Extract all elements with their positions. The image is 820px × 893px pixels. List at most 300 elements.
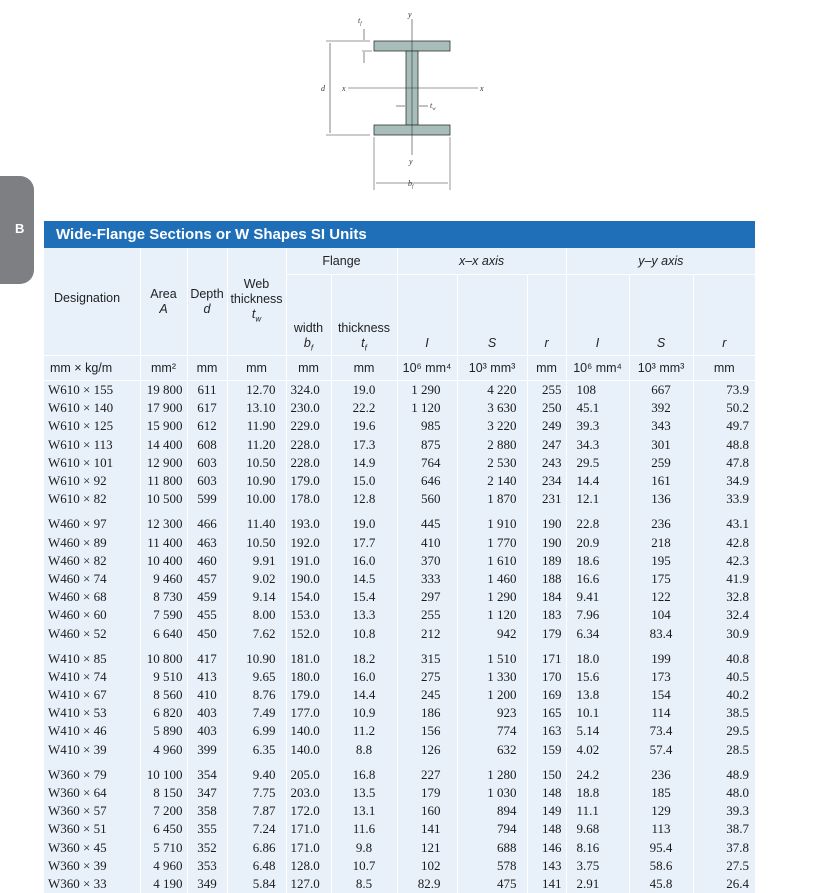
table-cell: 24.2 <box>566 759 629 784</box>
table-cell: 121 <box>397 839 457 857</box>
table-title: Wide-Flange Sections or W Shapes SI Units <box>44 221 755 248</box>
table-cell: W410 × 46 <box>44 722 140 740</box>
table-cell: 165 <box>527 704 566 722</box>
table-cell: 8.16 <box>566 839 629 857</box>
yy-I-header: I <box>566 275 629 356</box>
table-cell: 10.9 <box>331 704 397 722</box>
table-cell: 149 <box>527 802 566 820</box>
unit-cell: mm <box>693 356 755 381</box>
table-cell: 6 820 <box>140 704 187 722</box>
table-cell: 95.4 <box>629 839 693 857</box>
table-cell: 11.20 <box>227 436 286 454</box>
flange-thickness-header: thickness $t_f$ <box>331 275 397 356</box>
table-cell: 102 <box>397 857 457 875</box>
table-cell: 230.0 <box>286 399 331 417</box>
table-cell: 353 <box>187 857 227 875</box>
table-row <box>44 704 755 722</box>
table-cell: 450 <box>187 624 227 642</box>
table-cell: W360 × 64 <box>44 784 140 802</box>
table-cell: 17 900 <box>140 399 187 417</box>
unit-cell: mm <box>227 356 286 381</box>
table-cell: 192.0 <box>286 534 331 552</box>
d-label: d <box>321 84 326 93</box>
table-cell: 1 770 <box>457 534 527 552</box>
table-row <box>44 668 755 686</box>
table-row <box>44 722 755 740</box>
table-cell: W460 × 89 <box>44 534 140 552</box>
units-row <box>44 356 755 381</box>
xx-r-header: r <box>527 275 566 356</box>
table-cell: 178.0 <box>286 490 331 508</box>
table-cell: 410 <box>397 534 457 552</box>
table-cell: 13.1 <box>331 802 397 820</box>
table-cell: 141 <box>527 875 566 893</box>
table-cell: 617 <box>187 399 227 417</box>
table-row <box>44 875 755 893</box>
table-cell: 171.0 <box>286 839 331 857</box>
table-cell: W610 × 92 <box>44 472 140 490</box>
table-cell: 13.10 <box>227 399 286 417</box>
table-cell: 148 <box>527 820 566 838</box>
table-cell: 42.8 <box>693 534 755 552</box>
table-cell: 9 460 <box>140 570 187 588</box>
table-cell: 410 <box>187 686 227 704</box>
table-cell: 11.90 <box>227 417 286 435</box>
table-row <box>44 759 755 784</box>
yy-axis-group-header: y–y axis <box>566 248 755 275</box>
table-cell: W610 × 113 <box>44 436 140 454</box>
table-row <box>44 624 755 642</box>
table-cell: 11 400 <box>140 534 187 552</box>
table-cell: 894 <box>457 802 527 820</box>
bf-label: $b_f$ <box>408 179 414 190</box>
table-row <box>44 570 755 588</box>
table-cell: W610 × 125 <box>44 417 140 435</box>
table-cell: 193.0 <box>286 508 331 533</box>
table-cell: W410 × 85 <box>44 643 140 668</box>
x-left-label: x <box>341 84 346 93</box>
table-cell: 11.1 <box>566 802 629 820</box>
table-row <box>44 857 755 875</box>
table-cell: 18.0 <box>566 643 629 668</box>
table-cell: 15.6 <box>566 668 629 686</box>
table-cell: 599 <box>187 490 227 508</box>
table-cell: 2.91 <box>566 875 629 893</box>
table-cell: 140.0 <box>286 722 331 740</box>
table-cell: 179 <box>527 624 566 642</box>
table-cell: 413 <box>187 668 227 686</box>
table-cell: 175 <box>629 570 693 588</box>
table-cell: 333 <box>397 570 457 588</box>
table-cell: 129 <box>629 802 693 820</box>
table-cell: 354 <box>187 759 227 784</box>
area-header: Area A <box>140 248 187 356</box>
table-cell: 22.2 <box>331 399 397 417</box>
table-cell: 34.9 <box>693 472 755 490</box>
table-cell: 171.0 <box>286 820 331 838</box>
table-cell: 9 510 <box>140 668 187 686</box>
table-cell: W460 × 68 <box>44 588 140 606</box>
table-cell: 15.4 <box>331 588 397 606</box>
table-cell: 6 640 <box>140 624 187 642</box>
table-cell: 315 <box>397 643 457 668</box>
table-cell: 612 <box>187 417 227 435</box>
table-cell: 794 <box>457 820 527 838</box>
table-row <box>44 839 755 857</box>
table-cell: 460 <box>187 552 227 570</box>
web-thickness-header: Web thickness $t_w$ <box>227 248 286 356</box>
table-cell: 1 200 <box>457 686 527 704</box>
table-cell: 608 <box>187 436 227 454</box>
table-cell: 875 <box>397 436 457 454</box>
table-cell: 170 <box>527 668 566 686</box>
table-cell: 10.90 <box>227 643 286 668</box>
table-cell: 16.0 <box>331 552 397 570</box>
table-cell: 16.8 <box>331 759 397 784</box>
table-cell: 183 <box>527 606 566 624</box>
table-cell: 10.00 <box>227 490 286 508</box>
table-cell: 39.3 <box>693 802 755 820</box>
table-cell: 578 <box>457 857 527 875</box>
table-row <box>44 784 755 802</box>
table-cell: 169 <box>527 686 566 704</box>
table-cell: 10.1 <box>566 704 629 722</box>
table-cell: W460 × 82 <box>44 552 140 570</box>
table-cell: 41.9 <box>693 570 755 588</box>
table-cell: 10.8 <box>331 624 397 642</box>
table-cell: 1 910 <box>457 508 527 533</box>
table-cell: 2 530 <box>457 454 527 472</box>
table-cell: 154 <box>629 686 693 704</box>
table-cell: W360 × 39 <box>44 857 140 875</box>
table-cell: 8.76 <box>227 686 286 704</box>
table-cell: 228.0 <box>286 436 331 454</box>
table-cell: 6.35 <box>227 741 286 759</box>
table-cell: 73.9 <box>693 381 755 400</box>
table-cell: 108 <box>566 381 629 400</box>
table-cell: 370 <box>397 552 457 570</box>
table-cell: 5 710 <box>140 839 187 857</box>
table-cell: 688 <box>457 839 527 857</box>
table-cell: 17.3 <box>331 436 397 454</box>
table-cell: 148 <box>527 784 566 802</box>
table-cell: 403 <box>187 704 227 722</box>
table-cell: 15 900 <box>140 417 187 435</box>
table-cell: 4 960 <box>140 857 187 875</box>
table-cell: 199 <box>629 643 693 668</box>
table-cell: 14 400 <box>140 436 187 454</box>
table-cell: 32.4 <box>693 606 755 624</box>
table-cell: 18.8 <box>566 784 629 802</box>
xx-axis-group-header: x–x axis <box>397 248 566 275</box>
table-cell: 104 <box>629 606 693 624</box>
table-row <box>44 606 755 624</box>
table-cell: 455 <box>187 606 227 624</box>
table-cell: 179 <box>397 784 457 802</box>
table-cell: 1 280 <box>457 759 527 784</box>
table-cell: 9.68 <box>566 820 629 838</box>
table-cell: 229.0 <box>286 417 331 435</box>
table-cell: 6.86 <box>227 839 286 857</box>
table-cell: 1 030 <box>457 784 527 802</box>
table-cell: 6 450 <box>140 820 187 838</box>
table-cell: W460 × 52 <box>44 624 140 642</box>
table-cell: 11.2 <box>331 722 397 740</box>
table-cell: 12.70 <box>227 381 286 400</box>
table-cell: 1 510 <box>457 643 527 668</box>
table-cell: 127.0 <box>286 875 331 893</box>
table-cell: 13.5 <box>331 784 397 802</box>
table-cell: 10 500 <box>140 490 187 508</box>
table-cell: 4 960 <box>140 741 187 759</box>
table-cell: 632 <box>457 741 527 759</box>
table-cell: 172.0 <box>286 802 331 820</box>
table-cell: 603 <box>187 454 227 472</box>
table-cell: 5.14 <box>566 722 629 740</box>
table-cell: 7.96 <box>566 606 629 624</box>
table-cell: 48.9 <box>693 759 755 784</box>
table-cell: 9.91 <box>227 552 286 570</box>
table-cell: 403 <box>187 722 227 740</box>
flange-group-header: Flange <box>286 248 397 275</box>
table-cell: 10.7 <box>331 857 397 875</box>
table-cell: 160 <box>397 802 457 820</box>
table-cell: 38.5 <box>693 704 755 722</box>
table-cell: 10 400 <box>140 552 187 570</box>
x-right-label: x <box>479 84 484 93</box>
table-cell: 29.5 <box>693 722 755 740</box>
table-cell: 343 <box>629 417 693 435</box>
appendix-tab-label: B <box>15 221 24 236</box>
table-cell: 40.2 <box>693 686 755 704</box>
table-cell: W360 × 79 <box>44 759 140 784</box>
table-cell: 7.49 <box>227 704 286 722</box>
table-cell: 8 730 <box>140 588 187 606</box>
table-cell: 3.75 <box>566 857 629 875</box>
table-cell: 459 <box>187 588 227 606</box>
table-cell: 611 <box>187 381 227 400</box>
table-cell: 7 590 <box>140 606 187 624</box>
tf-label: $t_f$ <box>358 16 362 27</box>
table-cell: 179.0 <box>286 472 331 490</box>
table-cell: 324.0 <box>286 381 331 400</box>
table-cell: 141 <box>397 820 457 838</box>
table-cell: 392 <box>629 399 693 417</box>
table-cell: 48.0 <box>693 784 755 802</box>
table-cell: 3 220 <box>457 417 527 435</box>
table-cell: 173 <box>629 668 693 686</box>
table-cell: 1 330 <box>457 668 527 686</box>
unit-cell: 10⁶ mm⁴ <box>397 356 457 381</box>
table-cell: 189 <box>527 552 566 570</box>
table-cell: 259 <box>629 454 693 472</box>
table-cell: 188 <box>527 570 566 588</box>
table-cell: 171 <box>527 643 566 668</box>
table-cell: 8 560 <box>140 686 187 704</box>
yy-r-header: r <box>693 275 755 356</box>
table-cell: 28.5 <box>693 741 755 759</box>
table-cell: 243 <box>527 454 566 472</box>
table-row <box>44 588 755 606</box>
table-cell: 195 <box>629 552 693 570</box>
table-cell: W410 × 53 <box>44 704 140 722</box>
table-cell: 8.00 <box>227 606 286 624</box>
table-cell: 1 610 <box>457 552 527 570</box>
table-cell: 185 <box>629 784 693 802</box>
table-cell: 19.0 <box>331 508 397 533</box>
table-cell: 26.4 <box>693 875 755 893</box>
table-row <box>44 417 755 435</box>
table-cell: 255 <box>397 606 457 624</box>
table-cell: 180.0 <box>286 668 331 686</box>
table-cell: 14.4 <box>331 686 397 704</box>
unit-cell: mm × kg/m <box>44 356 140 381</box>
table-cell: 399 <box>187 741 227 759</box>
table-cell: 667 <box>629 381 693 400</box>
table-cell: 9.14 <box>227 588 286 606</box>
table-cell: 153.0 <box>286 606 331 624</box>
table-cell: 228.0 <box>286 454 331 472</box>
table-cell: 2 140 <box>457 472 527 490</box>
table-cell: 47.8 <box>693 454 755 472</box>
table-cell: 191.0 <box>286 552 331 570</box>
table-cell: 11.6 <box>331 820 397 838</box>
table-cell: W360 × 33 <box>44 875 140 893</box>
table-row <box>44 508 755 533</box>
table-row <box>44 802 755 820</box>
unit-cell: mm <box>527 356 566 381</box>
table-cell: 1 120 <box>457 606 527 624</box>
table-cell: 7.87 <box>227 802 286 820</box>
table-cell: W410 × 67 <box>44 686 140 704</box>
table-cell: 7.75 <box>227 784 286 802</box>
table-cell: 250 <box>527 399 566 417</box>
table-cell: 19 800 <box>140 381 187 400</box>
table-cell: 18.2 <box>331 643 397 668</box>
table-cell: 159 <box>527 741 566 759</box>
table-cell: 923 <box>457 704 527 722</box>
table-cell: 186 <box>397 704 457 722</box>
xx-S-header: S <box>457 275 527 356</box>
flange-width-header: width $b_f$ <box>286 275 331 356</box>
table-cell: 34.3 <box>566 436 629 454</box>
table-row <box>44 436 755 454</box>
table-cell: 30.9 <box>693 624 755 642</box>
table-cell: 7.24 <box>227 820 286 838</box>
table-cell: 150 <box>527 759 566 784</box>
table-cell: 1 290 <box>457 588 527 606</box>
table-cell: 466 <box>187 508 227 533</box>
table-cell: 33.9 <box>693 490 755 508</box>
w-shape-diagram <box>300 5 500 200</box>
table-cell: 184 <box>527 588 566 606</box>
table-cell: 247 <box>527 436 566 454</box>
table-cell: 12 300 <box>140 508 187 533</box>
table-cell: 5.84 <box>227 875 286 893</box>
table-cell: 126 <box>397 741 457 759</box>
table-cell: 9.41 <box>566 588 629 606</box>
table-cell: 12.1 <box>566 490 629 508</box>
table-row <box>44 534 755 552</box>
table-cell: 190.0 <box>286 570 331 588</box>
unit-cell: 10³ mm³ <box>457 356 527 381</box>
table-cell: 227 <box>397 759 457 784</box>
table-cell: W460 × 97 <box>44 508 140 533</box>
appendix-tab <box>0 176 34 284</box>
table-cell: 9.65 <box>227 668 286 686</box>
table-cell: 58.6 <box>629 857 693 875</box>
table-cell: 83.4 <box>629 624 693 642</box>
unit-cell: mm <box>286 356 331 381</box>
table-cell: 163 <box>527 722 566 740</box>
table-cell: 8.8 <box>331 741 397 759</box>
table-cell: 16.6 <box>566 570 629 588</box>
table-cell: 156 <box>397 722 457 740</box>
table-cell: 190 <box>527 508 566 533</box>
table-cell: 14.4 <box>566 472 629 490</box>
designation-header: Designation <box>44 248 140 356</box>
table-cell: 152.0 <box>286 624 331 642</box>
table-cell: 50.2 <box>693 399 755 417</box>
table-cell: 82.9 <box>397 875 457 893</box>
table-cell: 11 800 <box>140 472 187 490</box>
table-cell: 45.8 <box>629 875 693 893</box>
table-cell: 212 <box>397 624 457 642</box>
table-cell: 27.5 <box>693 857 755 875</box>
table-cell: 249 <box>527 417 566 435</box>
table-cell: 128.0 <box>286 857 331 875</box>
table-cell: 22.8 <box>566 508 629 533</box>
table-cell: 140.0 <box>286 741 331 759</box>
table-row <box>44 686 755 704</box>
table-cell: 14.9 <box>331 454 397 472</box>
table-row <box>44 490 755 508</box>
y-top-label: y <box>407 10 412 19</box>
table-cell: 9.40 <box>227 759 286 784</box>
table-cell: 1 460 <box>457 570 527 588</box>
table-cell: 352 <box>187 839 227 857</box>
table-cell: W460 × 74 <box>44 570 140 588</box>
table-cell: 190 <box>527 534 566 552</box>
table-cell: 774 <box>457 722 527 740</box>
table-cell: 560 <box>397 490 457 508</box>
table-cell: 1 870 <box>457 490 527 508</box>
table-cell: 143 <box>527 857 566 875</box>
table-cell: 445 <box>397 508 457 533</box>
table-cell: 20.9 <box>566 534 629 552</box>
table-cell: 4 190 <box>140 875 187 893</box>
table-cell: 245 <box>397 686 457 704</box>
table-cell: W360 × 51 <box>44 820 140 838</box>
table-cell: 10.50 <box>227 454 286 472</box>
table-cell: 646 <box>397 472 457 490</box>
tw-label: $t_w$ <box>430 101 436 112</box>
y-bottom-label: y <box>408 157 413 166</box>
table-cell: 10 100 <box>140 759 187 784</box>
table-row <box>44 741 755 759</box>
table-cell: 236 <box>629 759 693 784</box>
table-cell: 49.7 <box>693 417 755 435</box>
table-cell: 10.50 <box>227 534 286 552</box>
table-cell: 6.34 <box>566 624 629 642</box>
table-cell: W360 × 57 <box>44 802 140 820</box>
table-cell: 38.7 <box>693 820 755 838</box>
table-cell: 40.8 <box>693 643 755 668</box>
unit-cell: 10⁶ mm⁴ <box>566 356 629 381</box>
table-cell: 154.0 <box>286 588 331 606</box>
unit-cell: mm <box>187 356 227 381</box>
table-cell: W610 × 101 <box>44 454 140 472</box>
